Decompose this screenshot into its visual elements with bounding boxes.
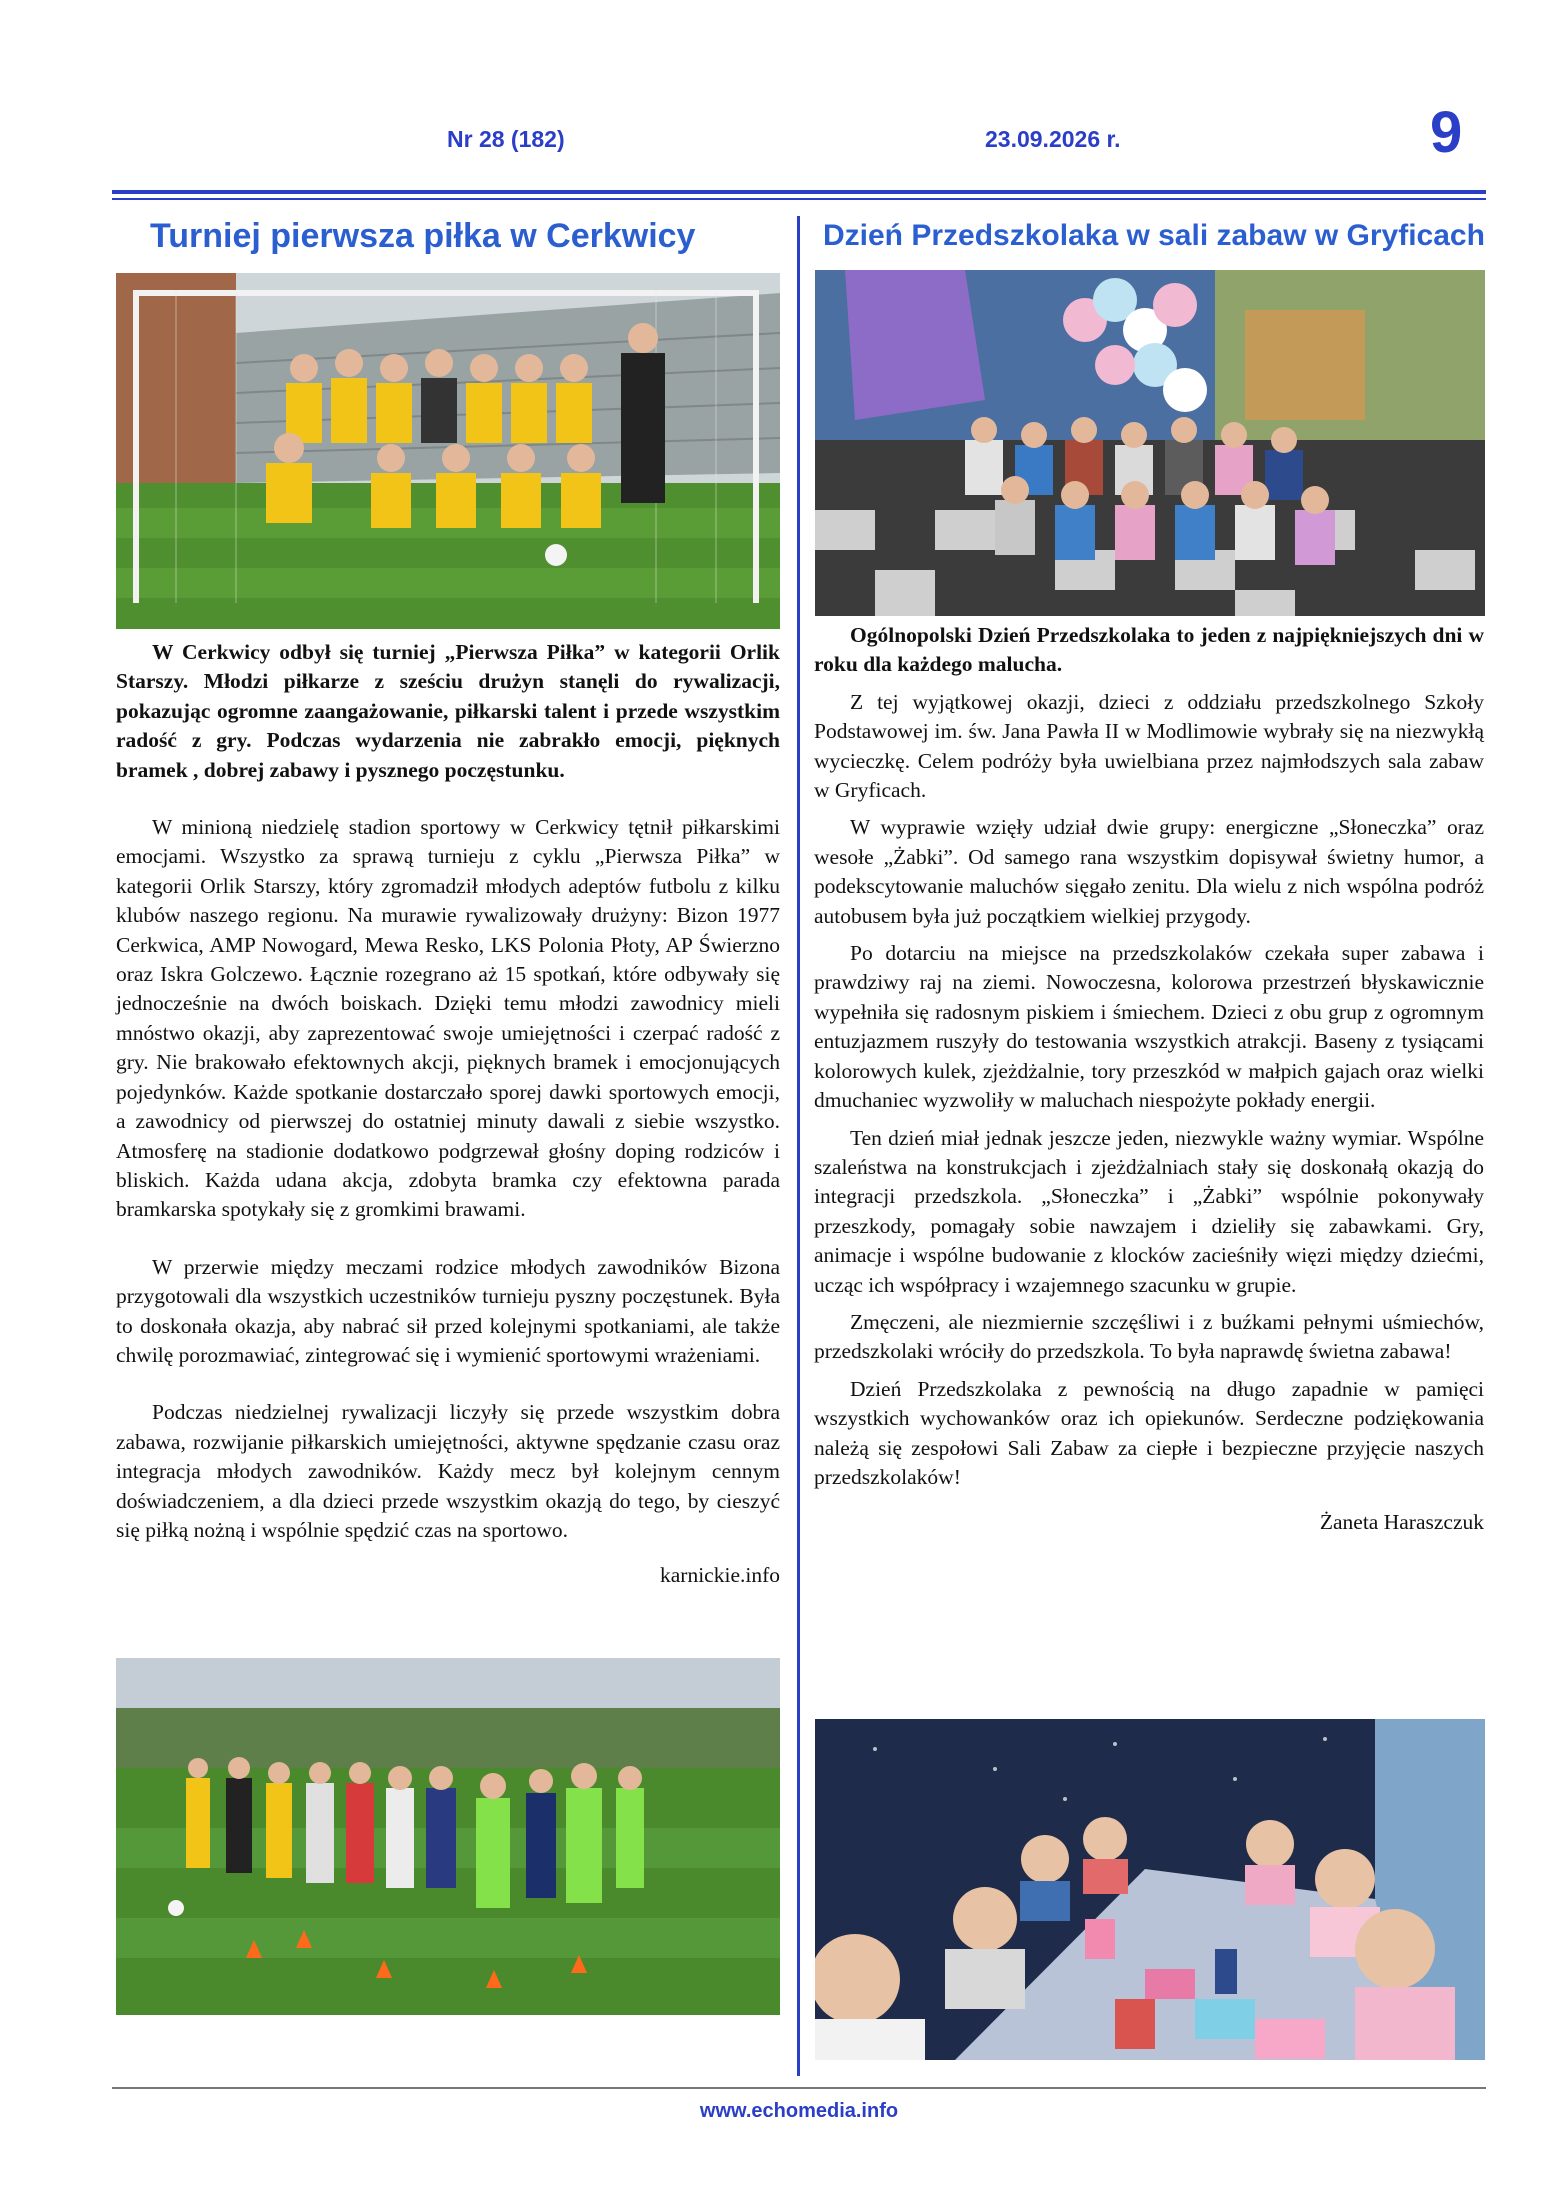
left-article-paragraph: W przerwie między meczami rodzice młodych zawodników Bizona przygotowali dla wszystkich uczestników turnieju pyszny poczęstunek. Była to doskonała okazja, aby nabrać sił przed kolejnymi spotkaniami, ale także chwilę porozmawiać, zintegrować się i wymienić sportowymi wrażeniami. — [116, 1254, 780, 1367]
header-rule-thin — [112, 198, 1486, 200]
photo-icon — [116, 1658, 780, 2015]
footer-link[interactable]: www.echomedia.info — [699, 2100, 899, 2122]
right-article-paragraph: W wyprawie wzięły udział dwie grupy: energiczne „Słoneczka” oraz wesołe „Żabki”. Od samego rana wszystkim dopisywał świetny humor, a podekscytowanie maluchów sięgało zenitu. Dla wielu z nich wspólna podróż autobusem była już początkiem wielkiej przygody. — [814, 815, 1484, 928]
right-article-paragraph: Ten dzień miał jednak jeszcze jeden, niezwykle ważny wymiar. Wspólne szaleństwa na konstrukcjach i zjeżdżalniach stały się doskonałą okazją do integracji przedszkola. „Słoneczka” i „Żabki” wspólnie pokonywały przeszkody, pomagały sobie nawzajem i dzieliły się zabawkami. Gry, animacje i wspólne budowanie z klocków zacieśniły więzi między dziećmi, ucząc ich współpracy i wzajemnego szacunku w grupie. — [814, 1125, 1484, 1297]
football-lineup-photo — [116, 1658, 780, 2015]
right-article-paragraph: Po dotarciu na miejsce na przedszkolaków czekała super zabawa i prawdziwy raj na ziemi. Nowoczesna, kolorowa przestrzeń błyskawicznie wypełniła się radosnym piskiem i śmiechem. Dzieci z obu grup z ogromnym entuzjazmem ruszyły do testowania wszystkich atrakcji. Baseny z tysiącami kolorowych kulek, zjeżdżalnie, tory przeszkód w małpich gajach oraz wielki dmuchaniec wyzwoliły w maluchach niespożyte pokłady energii. — [814, 941, 1484, 1113]
photo-icon — [116, 273, 780, 629]
playroom-photo — [815, 270, 1485, 616]
photo-icon — [815, 270, 1485, 616]
right-article-paragraph: Dzień Przedszkolaka z pewnością na długo zapadnie w pamięci wszystkich wychowanków oraz ich opiekunów. Serdeczne podziękowania należą się zespołowi Sali Zabaw za ciepłe i bezpieczne przyjęcie naszych przedszkolaków! — [814, 1376, 1484, 1489]
left-article-lead: W Cerkwicy odbył się turniej „Pierwsza Piłka” w kategorii Orlik Starszy. Młodzi piłkarze z sześciu drużyn stanęli do rywalizacji, pokazując ogromne zaangażowanie, piłkarski talent i przede wszystkim radość z gry. Podczas wydarzenia nie zabrakło emocji, pięknych bramek , dobrej zabawy i pysznego poczęstunku. — [116, 640, 780, 782]
header-rule — [112, 190, 1486, 194]
left-article-paragraph: Podczas niedzielnej rywalizacji liczyły się przede wszystkim dobra zabawa, rozwijanie piłkarskich umiejętności, aktywne spędzanie czasu oraz integracja młodych zawodników. Każdy mecz był kolejnym cennym doświadczeniem, a dla dzieci przede wszystkim okazją do tego, by cieszyć się piłką nożną i wspólnie spędzić czas na sportowo. — [116, 1400, 780, 1542]
issue-number: Nr 28 (182) — [447, 126, 565, 152]
right-article-body — [814, 621, 1484, 1538]
left-article-body — [116, 638, 780, 1591]
preschool-snack-photo — [815, 1719, 1485, 2060]
right-article-title: Dzień Przedszkolaka w sali zabaw w Gryficach — [823, 219, 1485, 252]
right-article-lead: Ogólnopolski Dzień Przedszkolaka to jeden z najpiękniejszych dni w roku dla każdego malucha. — [814, 623, 1484, 677]
photo-icon — [815, 1719, 1485, 2060]
right-article-author: Żaneta Haraszczuk — [1319, 1510, 1484, 1535]
right-article-paragraph: Zmęczeni, ale niezmiernie szczęśliwi i z buźkami pełnymi uśmiechów, przedszkolaki wróciły do przedszkola. To była naprawdę świetna zabawa! — [814, 1309, 1484, 1364]
left-article-paragraph: W minioną niedzielę stadion sportowy w Cerkwicy tętnił piłkarskimi emocjami. Wszystko za sprawą turnieju z cyklu „Pierwsza Piłka” w kategorii Orlik Starszy, który zgromadził młodych adeptów futbolu z kilku klubów naszego regionu. Na murawie rywalizowały drużyny: Bizon 1977 Cerkwica, AMP Nowogard, Mewa Resko, LKS Polonia Płoty, AP Świerzno oraz Iskra Golczewo. Łącznie rozegrano aż 15 spotkań, które odbywały się jednocześnie na dwóch boiskach. Dzięki temu młodzi zawodnicy mieli mnóstwo okazji, aby zaprezentować swoje umiejętności i czerpać radość z gry. Nie brakowało efektownych akcji, pięknych bramek i emocjonujących pojedynków. Każde spotkanie dostarczało sporej dawki sportowych emocji, a zawodnicy od pierwszej do ostatniej minuty dawali z siebie wszystko. Atmosferę na stadionie dodatkowo podgrzewał głośny doping rodziców i bliskich. Każda udana akcja, zdobyta bramka czy efektowna parada bramkarska spotykały się z gromkimi brawami. — [116, 815, 780, 1222]
footer-rule — [112, 2087, 1486, 2089]
left-article-source: karnickie.info — [660, 1563, 780, 1588]
column-divider — [797, 216, 800, 2076]
right-article-paragraph: Z tej wyjątkowej okazji, dzieci z oddziału przedszkolnego Szkoły Podstawowej im. św. Jana Pawła II w Modlimowie wybrały się na niezwykłą wycieczkę. Celem podróży była uwielbiana przez najmłodszych sala zabaw w Gryficach. — [814, 689, 1484, 803]
left-article-title: Turniej pierwsza piłka w Cerkwicy — [150, 217, 696, 255]
issue-date: 23.09.2026 r. — [985, 126, 1121, 152]
football-team-photo — [116, 273, 780, 629]
page-number: 9 — [1430, 100, 1463, 165]
